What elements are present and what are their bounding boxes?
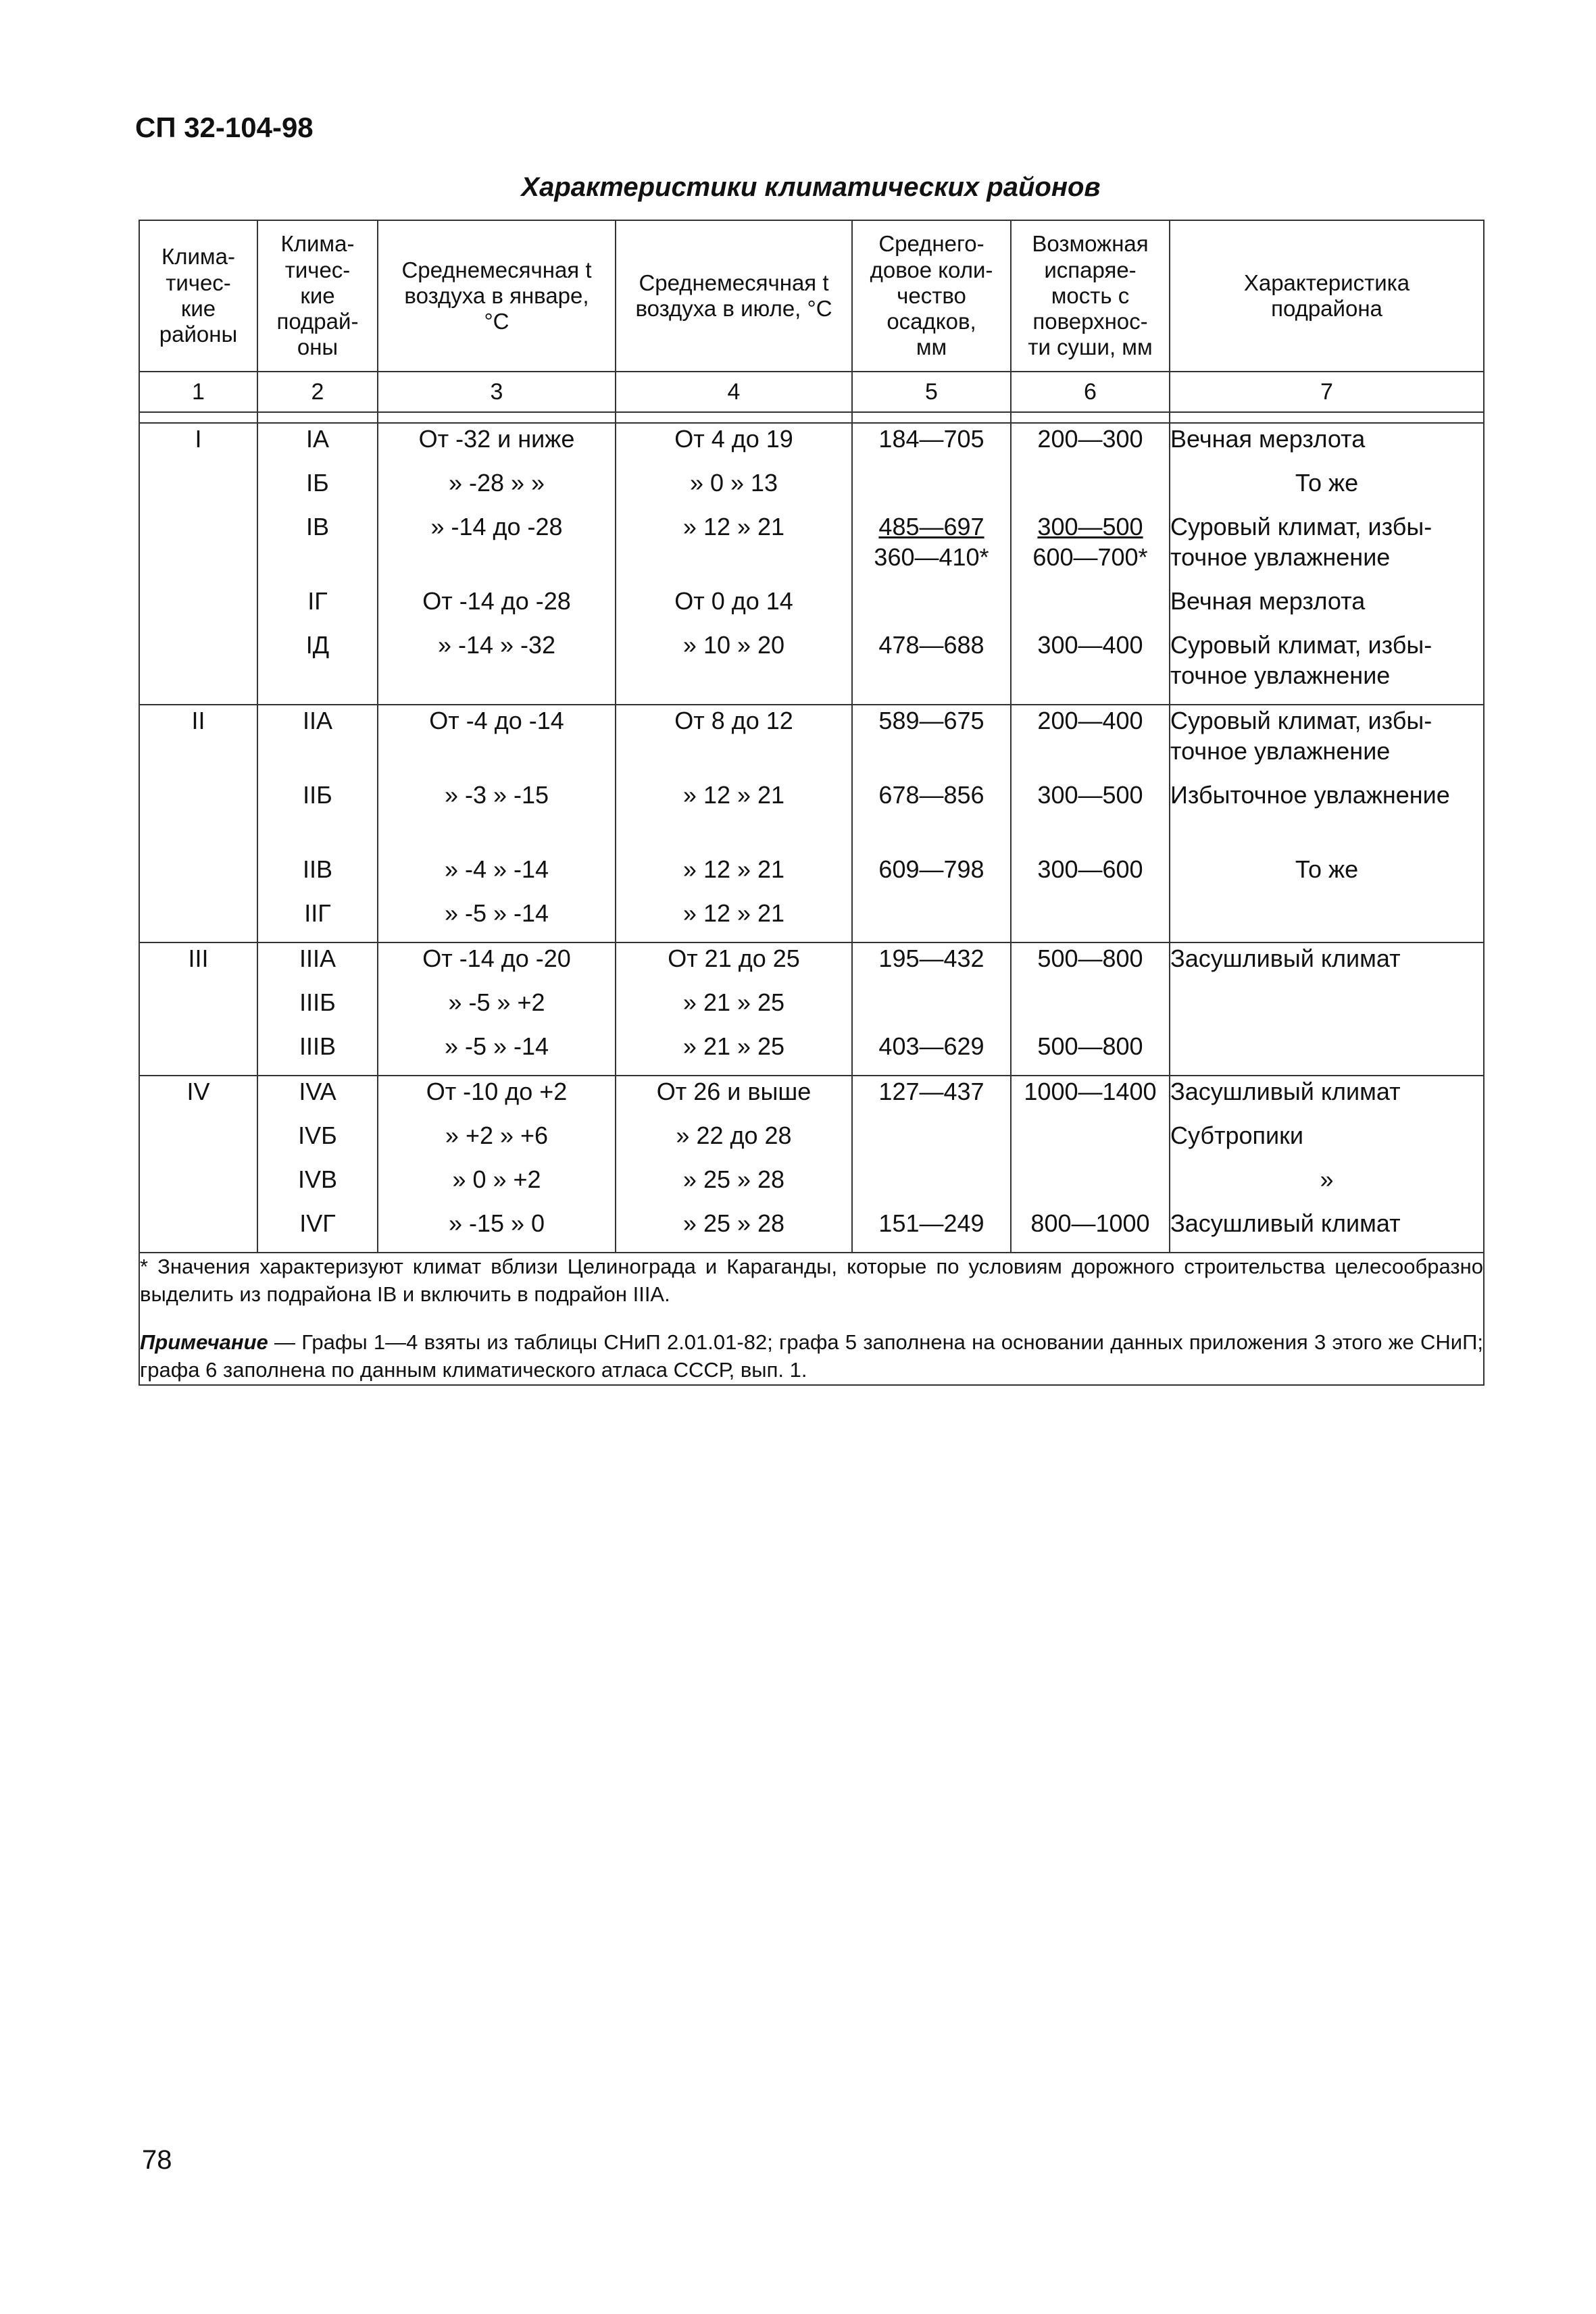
table-cell-line [378,1208,615,1252]
table-cell-line [258,468,377,511]
table-cell-line [853,987,1010,1031]
characteristic-cell-text: Суровый климат, избы-точное увлажнение [1170,707,1432,765]
table-cell-line [1012,987,1169,1031]
evaporation-cell-text: 1000—1400 [1024,1078,1157,1105]
precipitation-cell-footnoted: 360—410* [874,543,989,571]
region-cell: IV [139,1076,257,1253]
january-temp-cell [378,705,616,942]
region-group-row [139,705,1484,942]
precipitation-cell [852,705,1011,942]
january-temp-cell-text: » -4 » -14 [444,855,549,883]
table-cell-line [616,943,851,987]
table-cell-line [378,854,615,898]
january-temp-cell [378,423,616,705]
january-temp-cell-text: » -5 » +2 [448,988,545,1016]
table-cell-line [853,1031,1010,1075]
evaporation-cell-text: 300—400 [1037,631,1143,659]
table-cell-line [378,1076,615,1120]
table-cell-line [258,630,377,704]
precipitation-cell-text: 127—437 [878,1078,984,1105]
january-temp-cell-text: » -28 » » [448,469,545,497]
table-cell-line [616,1076,851,1120]
region-group-row [139,942,1484,1076]
precipitation-cell-primary: 485—697 [878,513,984,540]
table-cell-line [1012,511,1169,586]
subregion-cell-text: IIIB [299,1032,336,1060]
evaporation-cell [1011,423,1170,705]
table-cell-line [853,705,1010,780]
evaporation-cell-text: 200—300 [1037,425,1143,453]
july-temp-cell-text: » 25 » 28 [682,1165,785,1193]
column-number: 7 [1170,372,1484,412]
table-cell-line [853,468,1010,511]
january-temp-cell-text: » -3 » -15 [444,781,549,809]
table-cell-line [616,705,851,780]
column-header: Среднемесячная t воздуха в июле, °C [616,220,852,372]
table-cell-line [616,1120,851,1164]
characteristic-cell-text: Суровый климат, избы-точное увлажнение [1170,631,1432,689]
characteristic-cell-text: Избыточное увлажнение [1170,781,1450,809]
table-cell-line [616,987,851,1031]
characteristic-cell-text: То же [1295,855,1359,883]
spacer-row [139,412,1484,423]
july-temp-cell-text: » 22 до 28 [676,1122,792,1149]
table-cell-line [1170,705,1483,780]
table-cell-line [1170,468,1483,511]
note [140,1329,1483,1384]
characteristic-cell-text: Засушливый климат [1170,945,1401,972]
region-cell: I [139,423,257,705]
evaporation-cell-text: 300—500 [1037,781,1143,809]
characteristic-cell [1170,942,1484,1076]
table-cell-line [1170,1076,1483,1120]
column-numbers-row [139,372,1484,412]
table-cell-line [258,943,377,987]
subregion-cell-text: IГ [307,587,328,615]
july-temp-cell-text: От 8 до 12 [674,707,793,734]
july-temp-cell-text: » 21 » 25 [682,1032,785,1060]
july-temp-cell-text: » 12 » 21 [682,781,785,809]
table-cell-line [616,630,851,704]
evaporation-cell-footnoted: 600—700* [1032,543,1148,571]
evaporation-cell [1011,1076,1170,1253]
table-cell-line [258,705,377,780]
table-cell-line [258,1120,377,1164]
characteristic-cell-text: Вечная мерзлота [1170,587,1366,615]
notes-row [139,1253,1484,1385]
table-cell-line [378,586,615,630]
column-header: Возможная испаряе- мость с поверхнос- ти суши, мм [1011,220,1170,372]
column-header: Клима- тичес- кие районы [139,220,257,372]
july-temp-cell-text: » 0 » 13 [689,469,778,497]
table-cell-line [616,511,851,586]
table-cell-line [853,898,1010,942]
table-cell-line [1012,898,1169,942]
table-cell-line [378,898,615,942]
region-cell: II [139,705,257,942]
precipitation-cell-text: 609—798 [878,855,984,883]
subregion-cell-text: IIB [302,855,332,883]
subregion-cell-text: IБ [306,469,329,497]
table-cell-line [616,468,851,511]
table-cell-line [616,780,851,854]
table-cell-line [1170,780,1483,854]
table-cell-line [378,424,615,468]
subregion-cell [257,423,378,705]
table-cell-line [616,854,851,898]
table-cell-line [1170,1208,1483,1252]
subregion-cell-text: IA [305,425,329,453]
table-cell-line [258,854,377,898]
precipitation-cell-text: 151—249 [878,1209,984,1237]
table-cell-line [853,630,1010,704]
july-temp-cell-text: » 25 » 28 [682,1209,785,1237]
table-cell-line [378,630,615,704]
january-temp-cell [378,1076,616,1253]
january-temp-cell-text: » 0 » +2 [452,1165,541,1193]
table-cell-line [1170,1120,1483,1164]
january-temp-cell-text: От -10 до +2 [426,1078,568,1105]
july-temp-cell [616,705,852,942]
table-cell-line [378,468,615,511]
table-cell-line [853,586,1010,630]
january-temp-cell-text: От -14 до -28 [422,587,571,615]
column-number: 6 [1011,372,1170,412]
july-temp-cell-text: От 4 до 19 [674,425,793,453]
characteristic-cell-text: То же [1295,469,1359,497]
table-cell-line [378,1120,615,1164]
precipitation-cell-text: 589—675 [878,707,984,734]
table-cell-line [1012,854,1169,898]
july-temp-cell-text: От 26 и выше [656,1078,812,1105]
table-cell-line [853,854,1010,898]
note-text: — Графы 1—4 взяты из таблицы СНиП 2.01.01-82; графа 5 заполнена на основании данных приложения 3 этого же СНиП; графа 6 заполнена по данным климатического атласа СССР, вып. 1. [140,1330,1483,1382]
evaporation-cell-text: 800—1000 [1030,1209,1150,1237]
precipitation-cell-text: 403—629 [878,1032,984,1060]
july-temp-cell [616,423,852,705]
table-cell-line [616,898,851,942]
table-cell-line [853,1208,1010,1252]
table-cell-line [1170,630,1483,704]
table-cell-line [1012,424,1169,468]
evaporation-cell-primary: 300—500 [1037,513,1143,540]
precipitation-cell [852,942,1011,1076]
table-body [139,423,1484,1253]
january-temp-cell-text: » +2 » +6 [445,1122,549,1149]
precipitation-cell-text: 478—688 [878,631,984,659]
january-temp-cell-text: » -15 » 0 [448,1209,545,1237]
table-cell-line [378,780,615,854]
document-code: СП 32-104-98 [135,111,314,143]
table-cell-line [853,511,1010,586]
characteristic-cell [1170,705,1484,942]
january-temp-cell [378,942,616,1076]
characteristic-cell [1170,423,1484,705]
table-cell-line [258,511,377,586]
table-cell-line [378,943,615,987]
table-cell-line [1170,511,1483,586]
table-cell-line [378,1164,615,1208]
column-header: Среднемесячная t воздуха в январе, °C [378,220,616,372]
table-cell-line [616,586,851,630]
table-cell-line [853,1120,1010,1164]
july-temp-cell-text: От 0 до 14 [674,587,793,615]
precipitation-cell-text: 184—705 [878,425,984,453]
table-cell-line [1012,1208,1169,1252]
july-temp-cell [616,1076,852,1253]
evaporation-cell-text: 500—800 [1037,1032,1143,1060]
characteristic-cell-text: Вечная мерзлота [1170,425,1366,453]
evaporation-cell [1011,942,1170,1076]
table-title: Характеристики климатических районов [521,172,1101,202]
subregion-cell-text: IVB [297,1165,338,1193]
january-temp-cell-text: » -5 » -14 [444,899,549,927]
table-cell-line [616,1208,851,1252]
july-temp-cell-text: От 21 до 25 [668,945,800,972]
table-cell-line [616,1164,851,1208]
table-cell-line [378,511,615,586]
page-number: 78 [142,2145,172,2175]
july-temp-cell-text: » 10 » 20 [682,631,785,659]
characteristic-cell-text: Суровый климат, избы-точное увлажнение [1170,513,1432,571]
column-header: Клима- тичес- кие подрай- оны [257,220,378,372]
characteristic-cell-text: Субтропики [1170,1122,1304,1149]
column-number: 3 [378,372,616,412]
subregion-cell [257,1076,378,1253]
table-cell-line [1012,1031,1169,1075]
table-cell-line [1012,1164,1169,1208]
region-group-row [139,423,1484,705]
july-temp-cell-text: » 12 » 21 [682,513,785,540]
evaporation-cell-text: 300—600 [1037,855,1143,883]
subregion-cell-text: IVБ [298,1122,337,1149]
subregion-cell-text: IVГ [299,1209,336,1237]
july-temp-cell-text: » 21 » 25 [682,988,785,1016]
table-cell-line [616,1031,851,1075]
climate-regions-table [139,220,1485,1386]
column-number: 5 [852,372,1011,412]
table-cell-line [1170,424,1483,468]
table-cell-line [1170,898,1483,942]
subregion-cell-text: IIIБ [299,988,336,1016]
table-cell-line [1170,1164,1483,1208]
table-cell-line [258,424,377,468]
table-cell-line [1012,1120,1169,1164]
table-cell-line [258,987,377,1031]
table-cell-line [1170,987,1483,1031]
table-cell-line [1012,468,1169,511]
january-temp-cell-text: От -4 до -14 [429,707,564,734]
table-cell-line [258,1164,377,1208]
table-cell-line [853,780,1010,854]
table-cell-line [258,1076,377,1120]
table-cell-line [853,424,1010,468]
january-temp-cell-text: » -14 » -32 [437,631,556,659]
region-cell: III [139,942,257,1076]
table-cell-line [1012,630,1169,704]
july-temp-cell [616,942,852,1076]
column-number: 1 [139,372,257,412]
column-header: Характеристика подрайона [1170,220,1484,372]
notes-cell [139,1253,1484,1385]
table-cell-line [853,1076,1010,1120]
table-cell-line [1170,943,1483,987]
table-cell-line [1012,705,1169,780]
table-cell-line [378,987,615,1031]
subregion-cell-text: IB [305,513,329,540]
precipitation-cell-text: 195—432 [878,945,984,972]
table-cell-line [1012,1076,1169,1120]
precipitation-cell-text: 678—856 [878,781,984,809]
table-cell-line [1012,780,1169,854]
region-group-row [139,1076,1484,1253]
table-cell-line [258,1031,377,1075]
july-temp-cell-text: » 12 » 21 [682,855,785,883]
table-cell-line [378,1031,615,1075]
evaporation-cell [1011,705,1170,942]
characteristic-cell-text: Засушливый климат [1170,1209,1401,1237]
column-number: 2 [257,372,378,412]
january-temp-cell-text: От -32 и ниже [418,425,575,453]
evaporation-cell-text: 500—800 [1037,945,1143,972]
subregion-cell [257,942,378,1076]
precipitation-cell [852,1076,1011,1253]
table-cell-line [1170,854,1483,898]
table-cell-line [853,1164,1010,1208]
january-temp-cell-text: » -5 » -14 [444,1032,549,1060]
precipitation-cell [852,423,1011,705]
january-temp-cell-text: От -14 до -20 [422,945,571,972]
table-cell-line [1170,1031,1483,1075]
table-cell-line [853,943,1010,987]
table-cell-line [258,1208,377,1252]
header-row [139,220,1484,372]
column-number: 4 [616,372,852,412]
subregion-cell-text: IVA [299,1078,336,1105]
table-cell-line [1170,586,1483,630]
subregion-cell-text: IIIA [299,945,336,972]
note-label: Примечание [140,1330,268,1354]
table-cell-line [616,424,851,468]
table-cell-line [258,780,377,854]
subregion-cell [257,705,378,942]
subregion-cell-text: IД [305,631,330,659]
footnote: * Значения характеризуют климат вблизи Целинограда и Караганды, которые по условиям дорожного строительства целесообразно выделить из подрайона IB и включить в подрайон IIIA. [140,1255,1483,1306]
table-cell-line [258,586,377,630]
subregion-cell-text: IIБ [303,781,332,809]
table-cell-line [1012,586,1169,630]
characteristic-cell-text: » [1320,1165,1334,1193]
table-cell-line [378,705,615,780]
characteristic-cell [1170,1076,1484,1253]
table-cell-line [1012,943,1169,987]
july-temp-cell-text: » 12 » 21 [682,899,785,927]
subregion-cell-text: IIA [302,707,332,734]
table-cell-line [258,898,377,942]
characteristic-cell-text: Засушливый климат [1170,1078,1401,1105]
january-temp-cell-text: » -14 до -28 [430,513,563,540]
evaporation-cell-text: 200—400 [1037,707,1143,734]
column-header: Среднего- довое коли- чество осадков, мм [852,220,1011,372]
subregion-cell-text: IIГ [304,899,331,927]
